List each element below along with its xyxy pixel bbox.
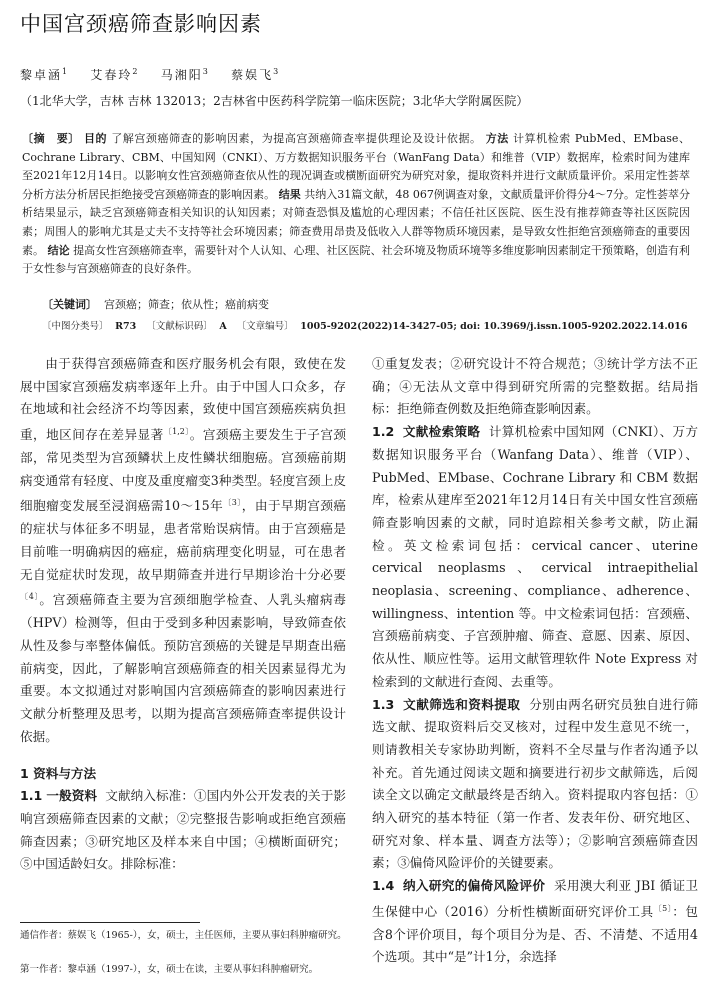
citation-ref[interactable]: 〔5〕 bbox=[653, 903, 673, 913]
author-name: 蔡娱飞 bbox=[231, 68, 274, 82]
footnote-corresponding-author: 通信作者：蔡娱飞（1965-），女，硕士，主任医师，主要从事妇科肿瘤研究。 bbox=[20, 930, 347, 941]
result-label: 结果 bbox=[278, 187, 301, 201]
conclusion-label: 结论 bbox=[47, 243, 70, 257]
author-name: 黎卓涵 bbox=[20, 68, 63, 82]
method-label: 方法 bbox=[485, 132, 509, 145]
subsection-1-3 bbox=[372, 694, 698, 876]
subsection-number: 1.3 bbox=[372, 696, 395, 712]
subsection-title: 一般资料 bbox=[46, 788, 98, 804]
subsection-text: 分别由两名研究员独自进行筛选文献、提取资料后交叉核对，过程中发生意见不统一，则请教相关专家协助判断，资料不全尽量与作者沟通予以补充。首先通过阅读文题和摘要进行初步文献筛选，后阅读全文以确定文献最终是否纳入。资料提取内容包括：①纳入研究的基本特征（第一作者、发表年份、研究地区、研究对象、样本量、调查方法等）；②影响宫颈癌筛查因素；③偏倚风险评价的关键要素。 bbox=[372, 696, 699, 871]
subsection-title: 文献检索策略 bbox=[402, 424, 481, 440]
citation-ref[interactable]: 〔3〕 bbox=[223, 498, 242, 508]
intro-text-2: 。宫颈癌主要发生于子宫颈部，常见类型为宫颈鳞状上皮性鳞状细胞癌。宫颈癌前期病变通常有轻度、中度及重度瘤变3种类型。轻度宫颈上皮细胞瘤变发展至浸润癌需10～15年 bbox=[20, 427, 346, 514]
subsection-title: 纳入研究的偏倚风险评价 bbox=[403, 878, 546, 894]
subsection-text-cont: ：包含8个评价项目，每个项目分为是、否、不清楚、不适用4个选项。其中“是”计1分，余选择 bbox=[372, 904, 698, 965]
footnote-divider bbox=[20, 922, 200, 923]
subsection-1-4 bbox=[372, 875, 698, 969]
affiliations: （1北华大学，吉林 吉林 132013；2吉林省中医药科学院第一临床医院；3北华大学附属医院） bbox=[20, 94, 529, 108]
subsection-title: 文献筛选和资料提取 bbox=[403, 696, 521, 712]
citation-ref[interactable]: 〔4〕 bbox=[20, 592, 40, 602]
exclusion-paragraph: ①重复发表；②研究设计不符合规范；③统计学方法不正确；④无法从文章中得到研究所需的完整数据。结局指标：拒绝筛查例数及拒绝筛查影响因素。 bbox=[372, 356, 698, 417]
keywords-label: 〔关键词〕 bbox=[42, 298, 97, 311]
classification-line bbox=[42, 318, 687, 332]
author-name: 马湘阳 bbox=[160, 68, 203, 82]
intro-text-4: 。宫颈癌筛查主要为宫颈细胞学检查、人乳头瘤病毒（HPV）检测等，但由于受到多种因素影响，导致筛查依从性及参与率整体偏低。预防宫颈癌的关键是早期查出癌前病变，因此，了解影响宫颈癌筛查的相关因素显得尤为重要。本文拟通过对影响国内宫颈癌筛查的影响因素进行文献分析整理及思考，以期为提高宫颈癌筛查率提供设计依据。 bbox=[20, 592, 347, 744]
intro-paragraph bbox=[20, 353, 346, 749]
clc-value: R73 bbox=[115, 321, 137, 332]
subsection-text: 文献纳入标准：①国内外公开发表的关于影响宫颈癌筛查因素的文献；②完整报告影响或拒绝宫颈癌筛查因素；③研究地区及样本来自中国；④横断面研究；⑤中国适龄妇女。排除标准： bbox=[20, 788, 347, 872]
method-text: 计算机检索 PubMed、EMbase、Cochrane Library、CBM、中国知网（CNKI）、万方数据知识服务平台（WanFang Data）和维普（VIP）数据库，检索时间为建库至2021年12月14日。以影响女性宫颈癌筛查依从性的现况调查或横断面研究为研究对象，提取资料并进行文献质量评价。采用定性荟萃分析方法分析居民拒绝接受宫颈癌筛查的影响因素。 bbox=[22, 132, 691, 201]
clc-label: 〔中图分类号〕 bbox=[42, 321, 109, 332]
doc-code-value: A bbox=[219, 321, 227, 332]
footnote-first-author: 第一作者：黎卓涵（1997-），女，硕士在读，主要从事妇科肿瘤研究。 bbox=[20, 964, 319, 975]
conclusion-text: 提高女性宫颈癌筛查率，需要针对个人认知、心理、社区医院、社会环境及物质环境等多维度影响因素制定干预策略，创造有利于女性参与宫颈癌筛查的良好条件。 bbox=[22, 243, 691, 276]
right-column bbox=[372, 353, 698, 969]
author-affil-sup: 3 bbox=[273, 67, 279, 76]
doc-code-label: 〔文献标识码〕 bbox=[146, 321, 213, 332]
subsection-number: 1.4 bbox=[372, 878, 395, 894]
author-name: 艾春玲 bbox=[90, 68, 133, 82]
article-title: 中国宫颈癌筛查影响因素 bbox=[20, 12, 262, 36]
subsection-number: 1.1 bbox=[20, 788, 43, 804]
author-affil-sup: 3 bbox=[202, 67, 208, 76]
intro-text-1: 由于获得宫颈癌筛查和医疗服务机会有限，致使在发展中国家宫颈癌发病率逐年上升。由于中国人口众多，存在地域和社会经济不均等因素，致使中国宫颈癌疾病负担重，地区间存在差异显著 bbox=[20, 356, 346, 443]
author-list bbox=[20, 66, 278, 83]
left-column bbox=[20, 353, 346, 876]
subsection-1-2 bbox=[372, 421, 698, 693]
abstract-label: 〔摘 要〕 bbox=[22, 132, 80, 145]
abstract bbox=[22, 130, 690, 279]
citation-ref[interactable]: 〔1,2〕 bbox=[163, 427, 190, 437]
subsection-text: 计算机检索中国知网（CNKI）、万方数据知识服务平台（Wanfang Data）、维普（VIP）、PubMed、EMbase、Cochrane Library 和 CBM 数据库，检索从建库至2021年12月14日有关中国女性宫颈癌筛查影响因素的文献，同时追踪相关参考文献，防止漏检。英文检索词包括：cervical cancer、uterine cervical neoplasms、cervical intraepithelial neoplasia、screening、compliance、adherence、willingness、intention 等。中文检索词包括：宫颈癌、宫颈癌前病变、子宫颈肿瘤、筛查、意愿、因素、原因、依从性、顺应性等。运用文献管理软件 Note Express 对检索到的文献进行查阅、去重等。 bbox=[372, 424, 698, 689]
subsection-1-1 bbox=[20, 785, 346, 876]
subsection-text: 采用澳大利亚 JBI 循证卫生保健中心（2016）分析性横断面研究评价工具 bbox=[372, 878, 698, 920]
intro-text-3: ，由于早期宫颈癌的症状与体征多不明显，患者常贻误病情。由于宫颈癌是目前唯一明确病因的癌症，癌前病理变化明显，可在患者无自觉症状时发现，故早期筛查并进行早期诊治十分必要 bbox=[20, 498, 346, 582]
author-affil-sup: 2 bbox=[132, 67, 138, 76]
article-no-value: 1005-9202(2022)14-3427-05; doi: 10.3969/j.issn.1005-9202.2022.14.016 bbox=[300, 321, 688, 332]
objective-label: 目的 bbox=[83, 132, 108, 145]
objective-text: 了解宫颈癌筛查的影响因素，为提高宫颈癌筛查率提供理论及设计依据。 bbox=[111, 132, 482, 145]
keywords bbox=[42, 296, 269, 312]
article-no-label: 〔文章编号〕 bbox=[236, 321, 294, 332]
subsection-number: 1.2 bbox=[372, 424, 395, 440]
result-text: 共纳入31篇文献，48 067例调查对象，文献质量评价得分4～7分。定性荟萃分析结果显示，缺乏宫颈癌筛查相关知识的认知因素；对筛查恐惧及尴尬的心理因素；不信任社区医院、医生没有推荐筛查等社区医院因素；周围人的影响尤其是丈夫不支持等社会环境因素；筛查费用昂贵及低收入人群等物质环境因素，是导致女性拒绝宫颈癌筛查的重要因素。 bbox=[22, 187, 691, 257]
keywords-text: 宫颈癌；筛查；依从性；癌前病变 bbox=[104, 298, 269, 311]
author-affil-sup: 1 bbox=[62, 67, 68, 76]
section-heading: 1 资料与方法 bbox=[20, 765, 97, 781]
